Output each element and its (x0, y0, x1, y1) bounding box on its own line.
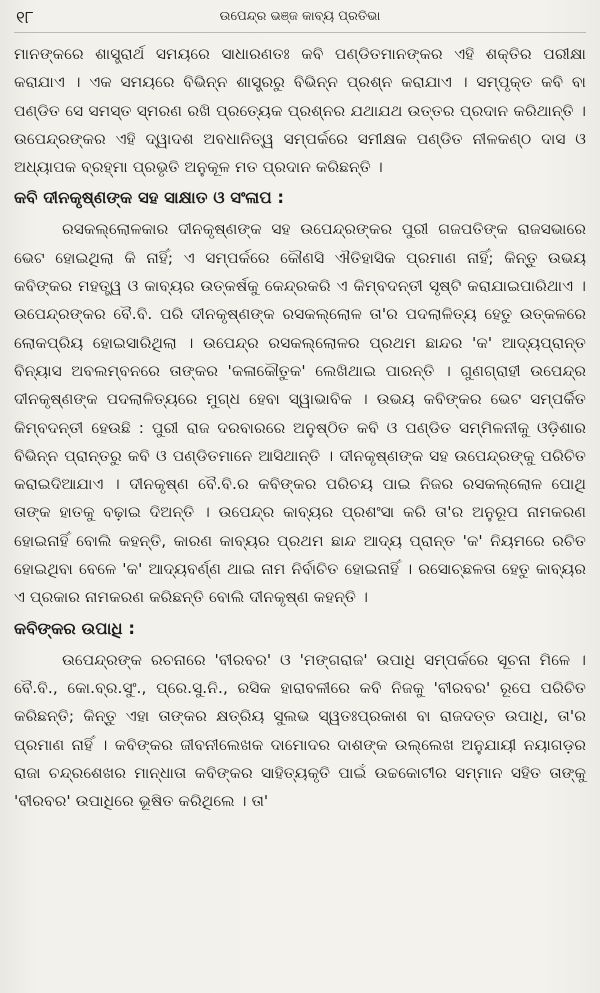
running-header (14, 6, 586, 33)
paragraph-meeting: ରସକଲ୍ଲୋଳକାର ଦୀନକୃଷ୍ଣଙ୍କ ସହ ଉପେନ୍ଦ୍ରଙ୍କର ପୁରୀ ଗଜପତିଙ୍କ ରାଜସଭାରେ ଭେଟ ହୋଇଥିଲା କି ନାହିଁ; ଏ ସମ୍ପର୍କରେ କୌଣସି ଐତିହାସିକ ପ୍ରମାଣ ନାହିଁ; କିନ୍ତୁ ଉଭୟ କବିଙ୍କର ମହତ୍ତ୍ୱ ଓ କାବ୍ୟର ଉତ୍କର୍ଷକୁ କେନ୍ଦ୍ରକରି ଏ କିମ୍ବଦନ୍ତୀ ସୃଷ୍ଟି କରାଯାଇପାରିଥାଏ । ଉପେନ୍ଦ୍ରଙ୍କର ବୈ.ବି. ପରି ଦୀନକୃଷ୍ଣଙ୍କ ରସକଲ୍ଲୋଳ ତା'ର ପଦଲାଳିତ୍ୟ ହେତୁ ଉତ୍କଳରେ ଲୋକପ୍ରିୟ ହୋଇସାରିଥିଲା । ଉପେନ୍ଦ୍ର ରସକଲ୍ଲୋଳର ପ୍ରଥମ ଛାନ୍ଦର 'କ' ଆଦ୍ୟପ୍ରାନ୍ତ ବିନ୍ୟାସ ଅବଲମ୍ବନରେ ତାଙ୍କର 'କଳାକୌତୁକ' ଲେଖିଥାଇ ପାରନ୍ତି । ଗୁଣଗ୍ରାହୀ ଉପେନ୍ଦ୍ର ଦୀନକୃଷ୍ଣଙ୍କ ପଦଲାଳିତ୍ୟରେ ମୁଗ୍ଧ ହେବା ସ୍ୱାଭାବିକ । ଉଭୟ କବିଙ୍କର ଭେଟ ସମ୍ପର୍କିତ କିମ୍ବଦନ୍ତୀ ହେଉଛି : ପୁରୀ ରାଜ ଦରବାରରେ ଅନୁଷ୍ଠିତ କବି ଓ ପଣ୍ଡିତ ସମ୍ମିଳନୀକୁ ଓଡ଼ିଶାର ବିଭିନ୍ନ ପ୍ରାନ୍ତରୁ କବି ଓ ପଣ୍ଡିତମାନେ ଆସିଥାନ୍ତି । ଦୀନକୃଷ୍ଣଙ୍କ ସହ ଉପେନ୍ଦ୍ରଙ୍କୁ ପରିଚିତ କରାଇଦିଆଯାଏ । ଦୀନକୃଷ୍ଣ ବୈ.ବି.ର କବିଙ୍କର ପରିଚୟ ପାଇ ନିଜର ରସକଲ୍ଲୋଳ ପୋଥି ତାଙ୍କ ହାତକୁ ବଢ଼ାଇ ଦିଅନ୍ତି । ଉପେନ୍ଦ୍ର କାବ୍ୟର ପ୍ରଶଂସା କରି ତା'ର ଅନୁରୂପ ନାମକରଣ ହୋଇନାହିଁ ବୋଲି କହନ୍ତି, କାରଣ କାବ୍ୟର ପ୍ରଥମ ଛାନ୍ଦ ଆଦ୍ୟ ପ୍ରାନ୍ତ 'କ' ନିୟମରେ ରଚିତ ହୋଇଥିବା ବେଳେ 'କ' ଆଦ୍ୟବର୍ଣ୍ଣ ଥାଇ ନାମ ନିର୍ବାଚିତ ହୋଇନାହିଁ । ରସୋଚ୍ଛଳତା ହେତୁ କାବ୍ୟର ଏ ପ୍ରକାର ନାମକରଣ କରିଛନ୍ତି ବୋଲି ଦୀନକୃଷ୍ଣ କହନ୍ତି । (14, 220, 586, 607)
page-body (14, 40, 586, 815)
section-heading-titles: କବିଙ୍କର ଉପାଧି : (14, 618, 135, 638)
section-heading-meeting: କବି ଦୀନକୃଷ୍ଣଙ୍କ ସହ ସାକ୍ଷାତ ଓ ସଂଳାପ : (14, 188, 285, 208)
running-title: ଉପେନ୍ଦ୍ର ଭଞ୍ଜ କାବ୍ୟ ପ୍ରତିଭା (219, 9, 381, 24)
paragraph-avadhana: ମାନଙ୍କରେ ଶାସ୍ତ୍ରାର୍ଥ ସମୟରେ ସାଧାରଣତଃ କବି ପଣ୍ଡିତମାନଙ୍କର ଏହି ଶକ୍ତିର ପରୀକ୍ଷା କରାଯାଏ । ଏକ ସମୟରେ ବିଭିନ୍ନ ଶାସ୍ତ୍ରରୁ ବିଭିନ୍ନ ପ୍ରଶ୍ନ କରାଯାଏ । ସମ୍ପୃକ୍ତ କବି ବା ପଣ୍ଡିତ ସେ ସମସ୍ତ ସ୍ମରଣ ରଖି ପ୍ରତ୍ୟେକ ପ୍ରଶ୍ନର ଯଥାଯଥ ଉତ୍ତର ପ୍ରଦାନ କରିଥାନ୍ତି । ଉପେନ୍ଦ୍ରଙ୍କର ଏହି ଦ୍ୱାଦଶ ଅବଧାନିତ୍ୱ ସମ୍ପର୍କରେ ସମୀକ୍ଷକ ପଣ୍ଡିତ ନୀଳକଣ୍ଠ ଦାସ ଓ ଅଧ୍ୟାପକ ବ୍ରହ୍ମା ପ୍ରଭୃତି ଅନୁକୂଳ ମତ ପ୍ରଦାନ କରିଛନ୍ତି । (14, 45, 586, 177)
page-number: ୧୮ (16, 8, 34, 28)
paragraph-titles: ଉପେନ୍ଦ୍ରଙ୍କ ରଚନାରେ 'ବୀରବର' ଓ 'ମଙ୍ଗରାଜ' ଉପାଧି ସମ୍ପର୍କରେ ସୂଚନା ମିଳେ । ବୈ.ବି., କୋ.ବ୍ର.ସୁଂ., ପ୍ରେ.ସୁ.ନି., ରସିକ ହାରାବଳୀରେ କବି ନିଜକୁ 'ବୀରବର' ରୂପେ ପରିଚିତ କରିଛନ୍ତି; କିନ୍ତୁ ଏହା ତାଙ୍କର କ୍ଷତ୍ରିୟ ସୁଲଭ ସ୍ୱତଃପ୍ରକାଶ ବା ରାଜଦତ୍ତ ଉପାଧି, ତା'ର ପ୍ରମାଣ ନାହିଁ । କବିଙ୍କର ଜୀବନୀଲେଖକ ଦାମୋଦର ଦାଶଙ୍କ ଉଲ୍ଲେଖ ଅନୁଯାୟୀ ନୟାଗଡ଼ର ରାଜା ଚନ୍ଦ୍ରଶେଖର ମାନ୍ଧାତା କବିଙ୍କର ସାହିତ୍ୟକୃତି ପାଇଁ ଉଚ୍ଚକୋଟୀର ସମ୍ମାନ ସହିତ ତାଙ୍କୁ 'ବୀରବର' ଉପାଧିରେ ଭୂଷିତ କରିଥିଲେ । ତା' (14, 650, 586, 811)
